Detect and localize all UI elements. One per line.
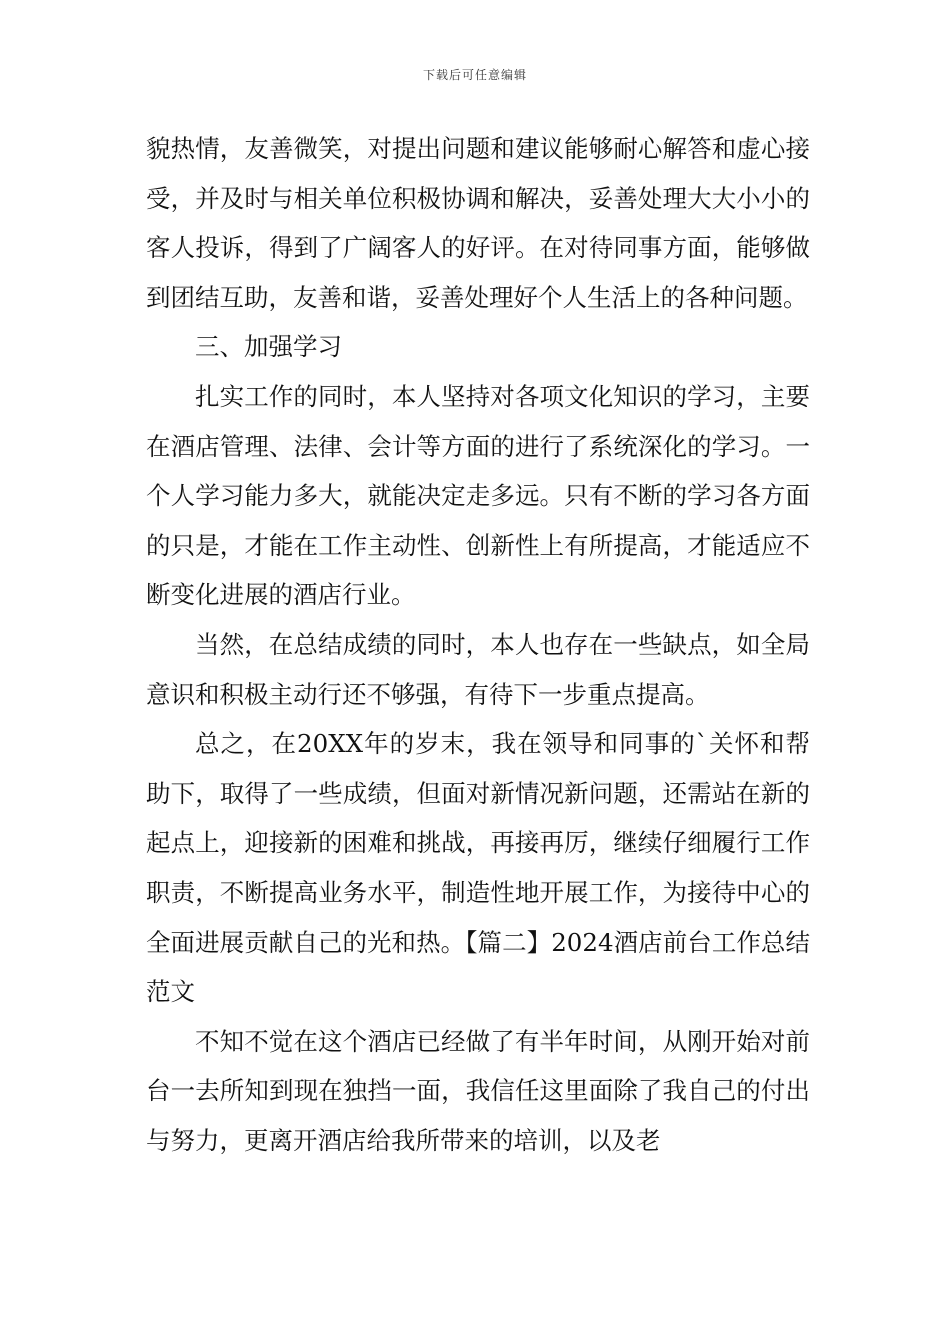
paragraph-2: 扎实工作的同时，本人坚持对各项文化知识的学习，主要在酒店管理、法律、会计等方面的进行了系统深化的学习。一个人学习能力多大，就能决定走多远。只有不断的学习各方面的只是，才能在工作主动性、创新性上有所提高，才能适应不断变化进展的酒店行业。 xyxy=(146,381,810,610)
paragraph-4: 总之，在20XX年的岁末，我在领导和同事的`关怀和帮助下，取得了一些成绩，但面对新情况新问题，还需站在新的起点上，迎接新的困难和挑战，再接再厉，继续仔细履行工作职责，不断提高业务水平，制造性地开展工作，为接待中心的全面进展贡献自己的光和热。【篇二】2024酒店前台工作总结范文 xyxy=(146,729,810,1007)
page-header: 下载后可任意编辑 xyxy=(422,68,527,82)
section-heading-3: 三、加强学习 xyxy=(195,332,342,362)
document-body xyxy=(146,124,810,1165)
paragraph-3: 当然，在总结成绩的同时，本人也存在一些缺点，如全局意识和积极主动行还不够强，有待下一步重点提高。 xyxy=(146,629,810,709)
paragraph-1: 貌热情，友善微笑，对提出问题和建议能够耐心解答和虚心接受，并及时与相关单位积极协调和解决，妥善处理大大小小的客人投诉，得到了广阔客人的好评。在对待同事方面，能够做到团结互助，友善和谐，妥善处理好个人生活上的各种问题。 xyxy=(146,134,810,312)
paragraph-5: 不知不觉在这个酒店已经做了有半年时间，从刚开始对前台一去所知到现在独挡一面，我信任这里面除了我自己的付出与努力，更离开酒店给我所带来的培训，以及老 xyxy=(146,1026,810,1155)
